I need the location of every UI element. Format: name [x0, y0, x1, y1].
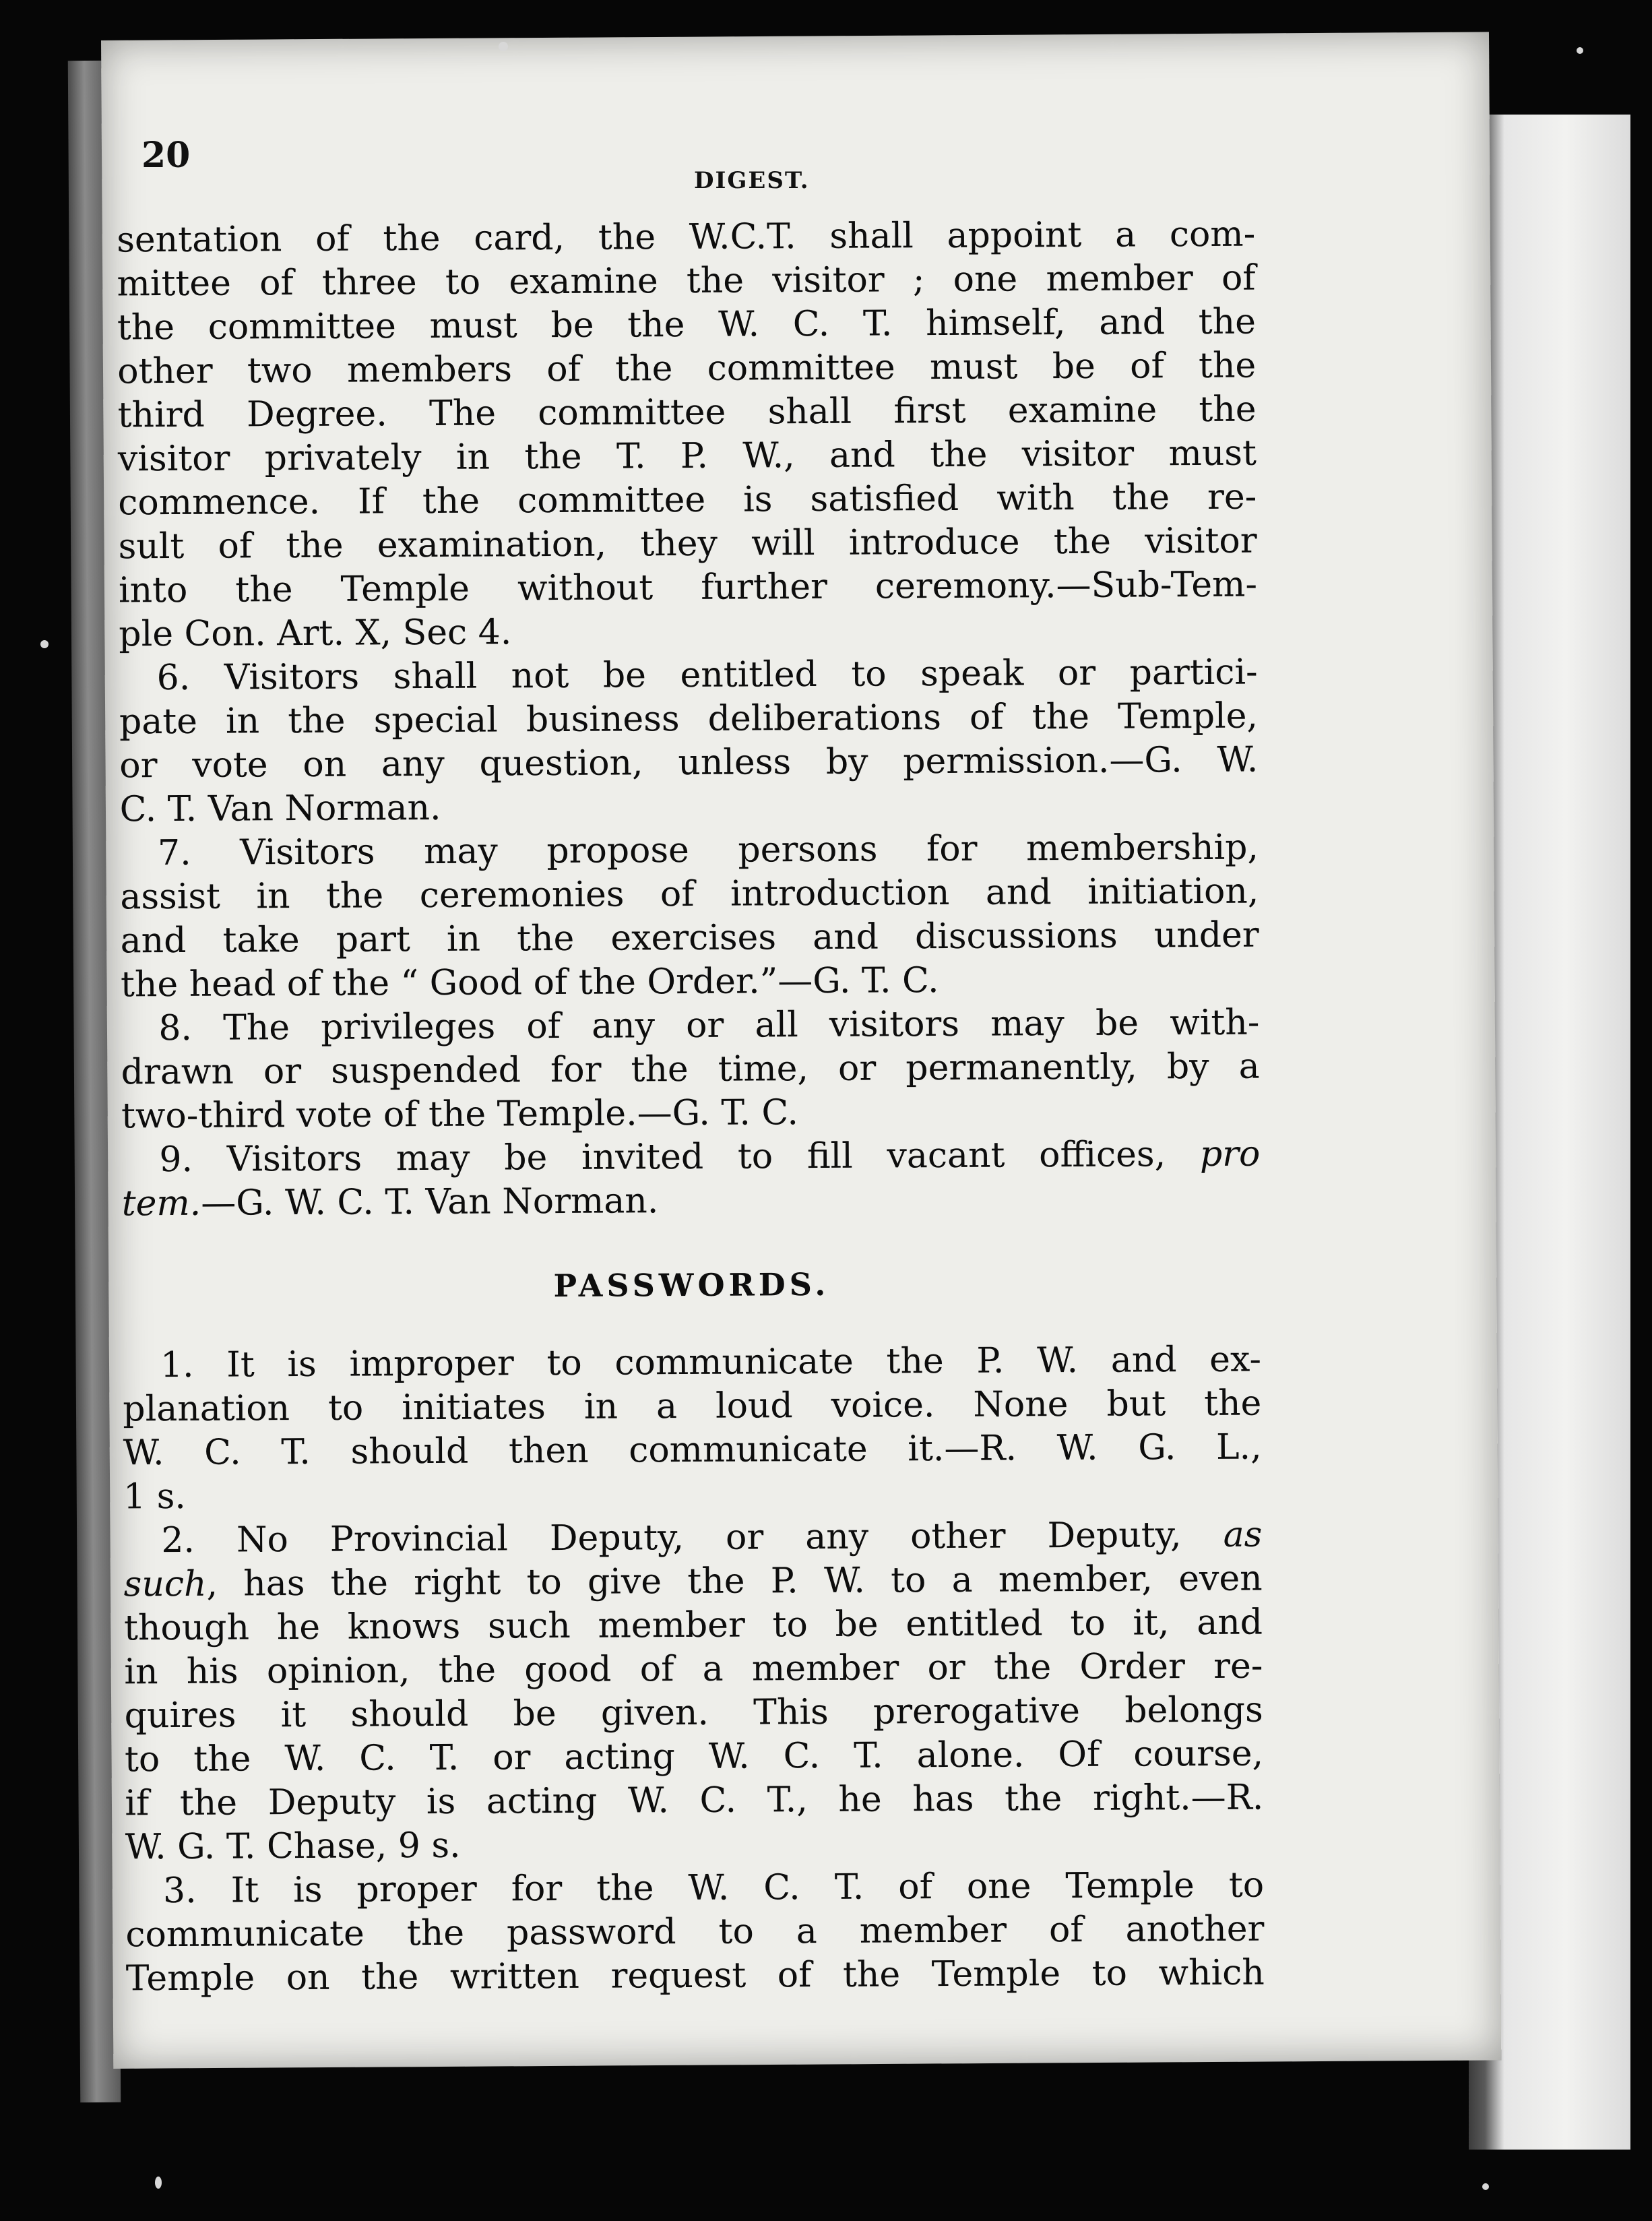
running-head: DIGEST.: [694, 167, 810, 194]
text-line: visitor privately in the T. P. W., and the visitor must: [117, 433, 1257, 480]
dust-speck: [40, 640, 49, 648]
text-line: pate in the special business deliberations of the Temple,: [119, 695, 1259, 743]
text-line: quires it should be given. This prerogative belongs: [124, 1689, 1263, 1737]
text-line: [122, 1177, 1261, 1226]
text-line: sentation of the card, the W.C.T. shall appoint a com-: [117, 214, 1256, 261]
text-line: and take part in the exercises and discussions under: [120, 914, 1259, 962]
text-line: sult of the examination, they will introduce the visitor: [118, 520, 1257, 567]
text-line: [124, 1557, 1263, 1607]
text-line: [123, 1513, 1262, 1563]
text-line: 6. Visitors shall not be entitled to speak or partici-: [156, 652, 1258, 699]
dust-speck: [1482, 2183, 1489, 2190]
text-line: 1. It is improper to communicate the P. W. and ex-: [160, 1339, 1262, 1386]
text-line: though he knows such member to be entitled to it, and: [123, 1602, 1263, 1649]
italic-run: such: [123, 1563, 207, 1605]
text-line: drawn or suspended for the time, or permanently, by a: [121, 1046, 1260, 1093]
paragraph-continuation: [117, 213, 1257, 657]
text-line: in his opinion, the good of a member or the Order re-: [124, 1646, 1263, 1693]
dust-speck: [155, 2177, 162, 2189]
text-line: ple Con. Art. X, Sec 4.: [119, 612, 512, 655]
text-line: into the Temple without further ceremony.—Sub-Tem-: [118, 564, 1258, 611]
text-line: C. T. Van Norman.: [119, 787, 441, 830]
password-rule-1: [123, 1338, 1262, 1520]
password-rule-2: [123, 1513, 1264, 1870]
italic-run: tem.: [121, 1183, 201, 1224]
text-line: communicate the password to a member of another: [125, 1908, 1265, 1956]
text-line: third Degree. The committee shall first examine the: [117, 389, 1257, 436]
page-header: [141, 135, 1287, 194]
text-line: assist in the ceremonies of introduction and initiation,: [120, 871, 1259, 918]
italic-run: pro: [1199, 1133, 1261, 1175]
text-line: the committee must be the W. C. T. himself, and the: [117, 301, 1257, 348]
text-line: or vote on any question, unless by permission.—G. W.: [119, 739, 1259, 786]
dust-speck: [1577, 47, 1583, 54]
text-run: —G. W. C. T. Van Norman.: [201, 1181, 659, 1224]
text-line: 8. The privileges of any or all visitors may be with-: [158, 1002, 1260, 1049]
paragraph-9: [121, 1133, 1261, 1226]
dust-speck: [499, 42, 508, 51]
body-text: [117, 213, 1265, 2001]
password-rule-3: [125, 1864, 1265, 2001]
text-line: to the W. C. T. or acting W. C. T. alone. Of course,: [124, 1733, 1264, 1780]
text-line: other two members of the committee must be of the: [117, 345, 1257, 392]
text-line: 3. It is proper for the W. C. T. of one Temple to: [162, 1865, 1265, 1912]
text-run: 2. No Provincial Deputy, or any other Deputy,: [161, 1514, 1224, 1561]
text-line: Temple on the written request of the Temple to which: [125, 1952, 1265, 1999]
text-run: , has the right to give the P. W. to a member, even: [206, 1558, 1263, 1604]
text-line: [121, 1133, 1260, 1183]
paragraph-7: [120, 826, 1259, 1007]
text-line: planation to initiates in a loud voice. None but the: [123, 1383, 1262, 1430]
text-line: two-third vote of the Temple.—G. T. C.: [121, 1092, 799, 1137]
paragraph-8: [121, 1001, 1260, 1139]
text-line: 1 s.: [123, 1476, 187, 1518]
text-line: 7. Visitors may propose persons for membership,: [157, 827, 1259, 874]
paragraph-6: [119, 651, 1258, 832]
text-line: W. G. T. Chase, 9 s.: [125, 1825, 461, 1868]
text-line: the head of the “ Good of the Order.”—G. T. C.: [120, 960, 939, 1005]
text-run: 9. Visitors may be invited to fill vacant offices,: [159, 1134, 1201, 1181]
page-number: 20: [141, 135, 191, 176]
text-line: commence. If the committee is satisfied with the re-: [118, 476, 1257, 524]
italic-run: as: [1223, 1514, 1263, 1555]
text-line: W. C. T. should then communicate it.—R. W. G. L.,: [123, 1427, 1262, 1474]
section-heading-passwords: PASSWORDS.: [553, 1265, 830, 1305]
text-line: if the Deputy is acting W. C. T., he has the right.—R.: [125, 1777, 1264, 1824]
text-line: mittee of three to examine the visitor ; one member of: [117, 257, 1256, 305]
